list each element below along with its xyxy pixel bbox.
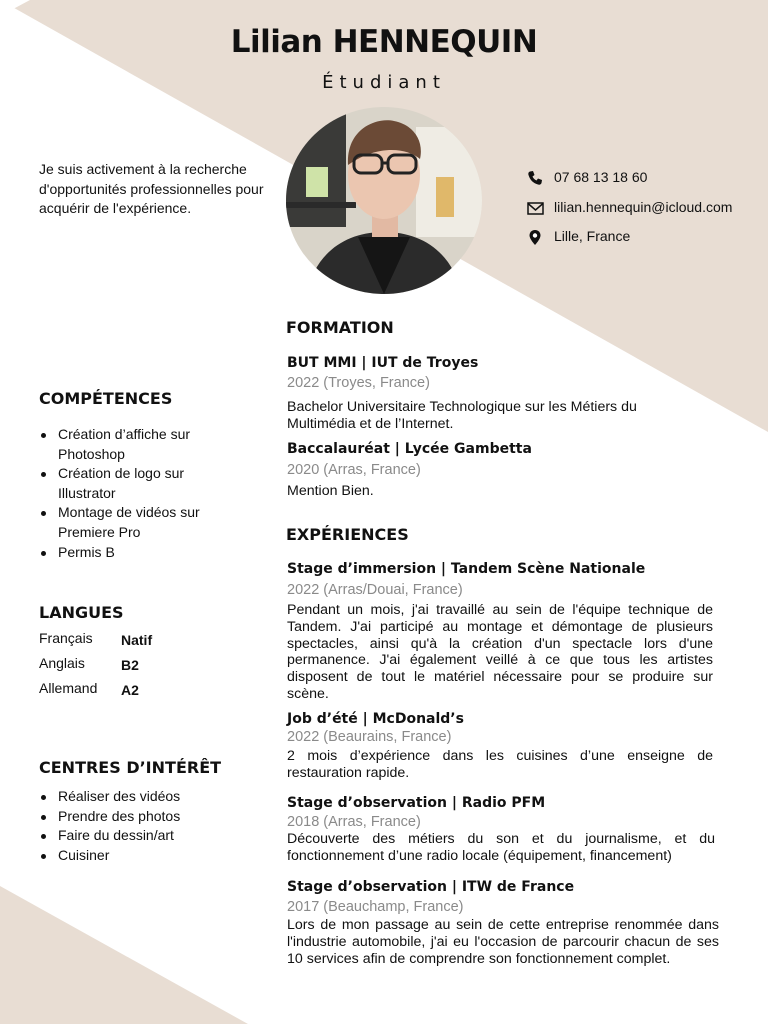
list-item: Prendre des photos (39, 807, 239, 827)
entry-description: Mention Bien. (287, 483, 374, 499)
entry-description: 2 mois d’expérience dans les cuisines d’une enseigne de restauration rapide. (287, 748, 713, 781)
language-name: Allemand (39, 680, 98, 696)
email-address: lilian.hennequin@icloud.com (554, 199, 733, 215)
language-level: B2 (121, 657, 139, 673)
language-row (39, 655, 239, 675)
contact-email[interactable] (527, 198, 767, 218)
entry-date-place: 2017 (Beauchamp, France) (287, 899, 464, 915)
section-title-langues: LANGUES (39, 603, 124, 622)
entry-date-place: 2022 (Beaurains, France) (287, 729, 452, 745)
entry-title: BUT MMI | IUT de Troyes (287, 355, 479, 371)
phone-number: 07 68 13 18 60 (554, 169, 648, 185)
entry-description: Lors de mon passage au sein de cette entreprise renommée dans l'industrie automobile, j'ai eu l'occasion de parcourir chacun de ses 10 services afin de comprendre son fonctionnement complet. (287, 917, 719, 967)
list-item: Création de logo sur Illustrator (39, 464, 239, 503)
entry-title: Stage d’observation | Radio PFM (287, 795, 546, 811)
section-title-interets: CENTRES D’INTÉRÊT (39, 758, 222, 777)
entry-title: Stage d’immersion | Tandem Scène Nationale (287, 561, 646, 577)
competences-list (39, 425, 239, 562)
language-name: Français (39, 630, 93, 646)
language-level: A2 (121, 682, 139, 698)
contact-phone[interactable] (527, 168, 767, 188)
section-title-experiences: EXPÉRIENCES (286, 525, 409, 544)
language-level: Natif (121, 632, 153, 648)
section-title-formation: FORMATION (286, 318, 394, 337)
entry-date-place: 2018 (Arras, France) (287, 814, 421, 830)
entry-title: Stage d’observation | ITW de France (287, 879, 575, 895)
candidate-role: Étudiant (322, 72, 446, 93)
list-item: Cuisiner (39, 846, 239, 866)
list-item: Permis B (39, 543, 239, 563)
intro-text: Je suis activement à la recherche d'opportunités professionnelles pour acquérir de l'expérience. (39, 161, 264, 216)
entry-title: Baccalauréat | Lycée Gambetta (287, 441, 532, 457)
language-row (39, 630, 239, 650)
entry-title: Job d’été | McDonald’s (287, 711, 464, 727)
entry-date-place: 2020 (Arras, France) (287, 462, 421, 478)
profile-photo (286, 107, 482, 294)
language-row (39, 680, 239, 700)
entry-date-place: 2022 (Troyes, France) (287, 375, 430, 391)
entry-description: Découverte des métiers du son et du journalisme, et du fonctionnement d’une radio locale (équipement, financement) (287, 831, 715, 864)
mail-icon (527, 202, 544, 216)
interets-list (39, 787, 239, 865)
entry-description: Pendant un mois, j'ai travaillé au sein de l'équipe technique de Tandem. J'ai participé au montage et démontage de plusieurs spectacles, ainsi qu'à la création d'un spectacle lors d'une permanence. J'ai également veillé à ce que tous les artistes disposent de tout le matériel nécessaire pour se produire sur scène. (287, 602, 713, 702)
entry-description: Bachelor Universitaire Technologique sur les Métiers du Multimédia et de l’Internet. (287, 399, 637, 432)
entry-date-place: 2022 (Arras/Douai, France) (287, 582, 463, 598)
location-text: Lille, France (554, 228, 631, 244)
contact-location (527, 227, 767, 247)
section-title-competences: COMPÉTENCES (39, 389, 173, 408)
phone-icon (527, 170, 543, 186)
location-pin-icon (527, 229, 543, 246)
list-item: Réaliser des vidéos (39, 787, 239, 807)
list-item: Création d’affiche sur Photoshop (39, 425, 239, 464)
list-item: Faire du dessin/art (39, 826, 239, 846)
list-item: Montage de vidéos sur Premiere Pro (39, 503, 239, 542)
language-name: Anglais (39, 655, 85, 671)
candidate-name: Lilian HENNEQUIN (230, 24, 538, 60)
